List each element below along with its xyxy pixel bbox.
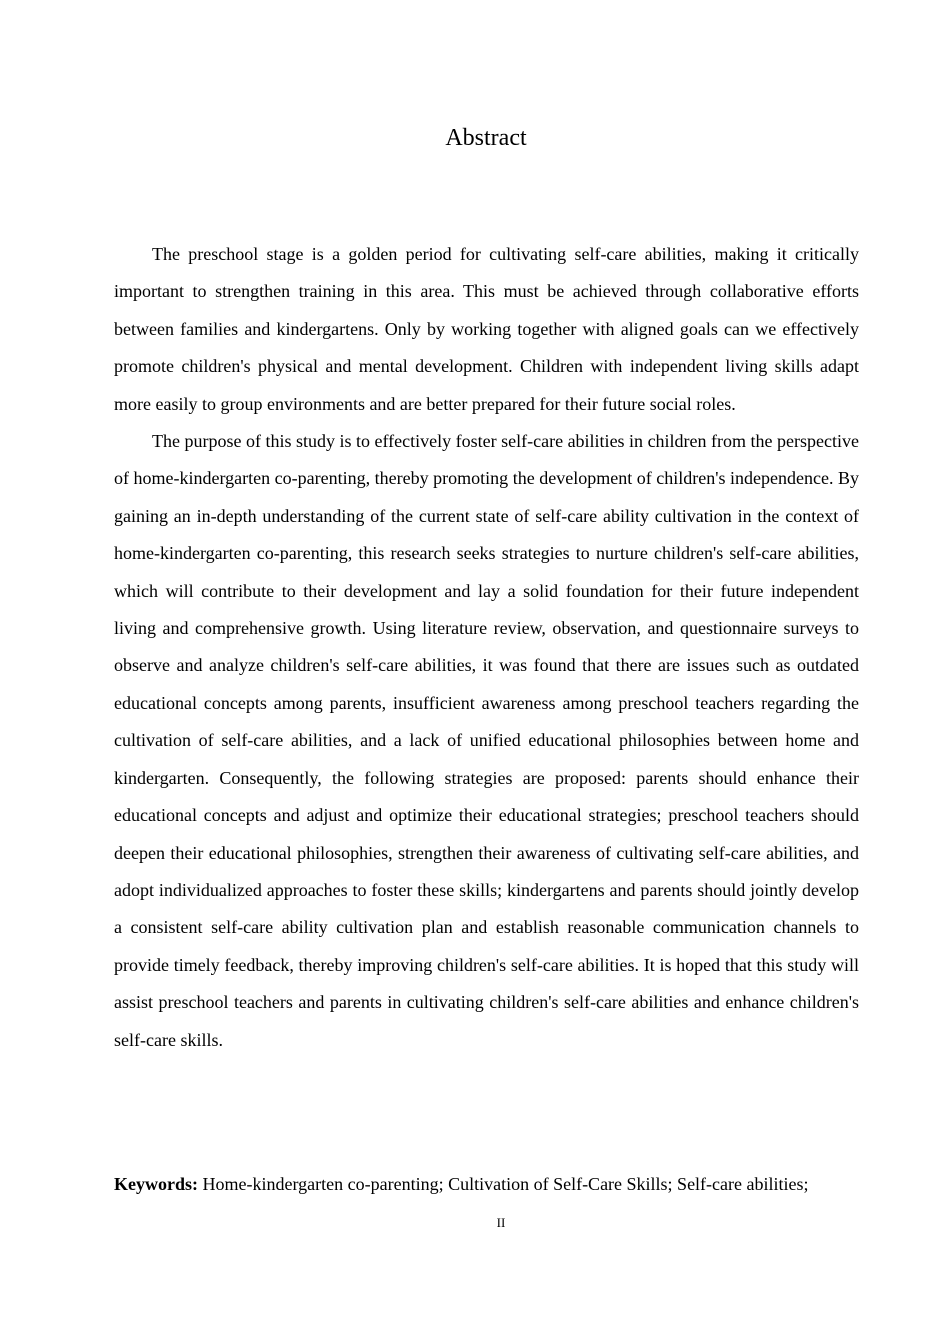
abstract-body xyxy=(114,236,859,1059)
page-title: Abstract xyxy=(445,125,527,151)
keywords-label: Keywords: xyxy=(114,1174,198,1194)
keywords-line xyxy=(114,1168,874,1200)
abstract-paragraph-2: The purpose of this study is to effectively foster self-care abilities in children from the perspective of home-kindergarten co-parenting, thereby promoting the development of children's independence. By gaining an in-depth understanding of the current state of self-care ability cultivation in the context of home-kindergarten co-parenting, this research seeks strategies to nurture children's self-care abilities, which will contribute to their development and lay a solid foundation for their future independent living and comprehensive growth. Using literature review, observation, and questionnaire surveys to observe and analyze children's self-care abilities, it was found that there are issues such as outdated educational concepts among parents, insufficient awareness among preschool teachers regarding the cultivation of self-care abilities, and a lack of unified educational philosophies between home and kindergarten. Consequently, the following strategies are proposed: parents should enhance their educational concepts and adjust and optimize their educational strategies; preschool teachers should deepen their educational philosophies, strengthen their awareness of cultivating self-care abilities, and adopt individualized approaches to foster these skills; kindergartens and parents should jointly develop a consistent self-care ability cultivation plan and establish reasonable communication channels to provide timely feedback, thereby improving children's self-care abilities. It is hoped that this study will assist preschool teachers and parents in cultivating children's self-care abilities and enhance children's self-care skills. xyxy=(114,431,859,1050)
abstract-paragraph-1: The preschool stage is a golden period for cultivating self-care abilities, making it critically important to strengthen training in this area. This must be achieved through collaborative efforts between families and kindergartens. Only by working together with aligned goals can we effectively promote children's physical and mental development. Children with independent living skills adapt more easily to group environments and are better prepared for their future social roles. xyxy=(114,244,859,414)
page-number: II xyxy=(496,1215,506,1230)
keywords-text: Home-kindergarten co-parenting; Cultivation of Self-Care Skills; Self-care abilities; xyxy=(202,1174,809,1194)
